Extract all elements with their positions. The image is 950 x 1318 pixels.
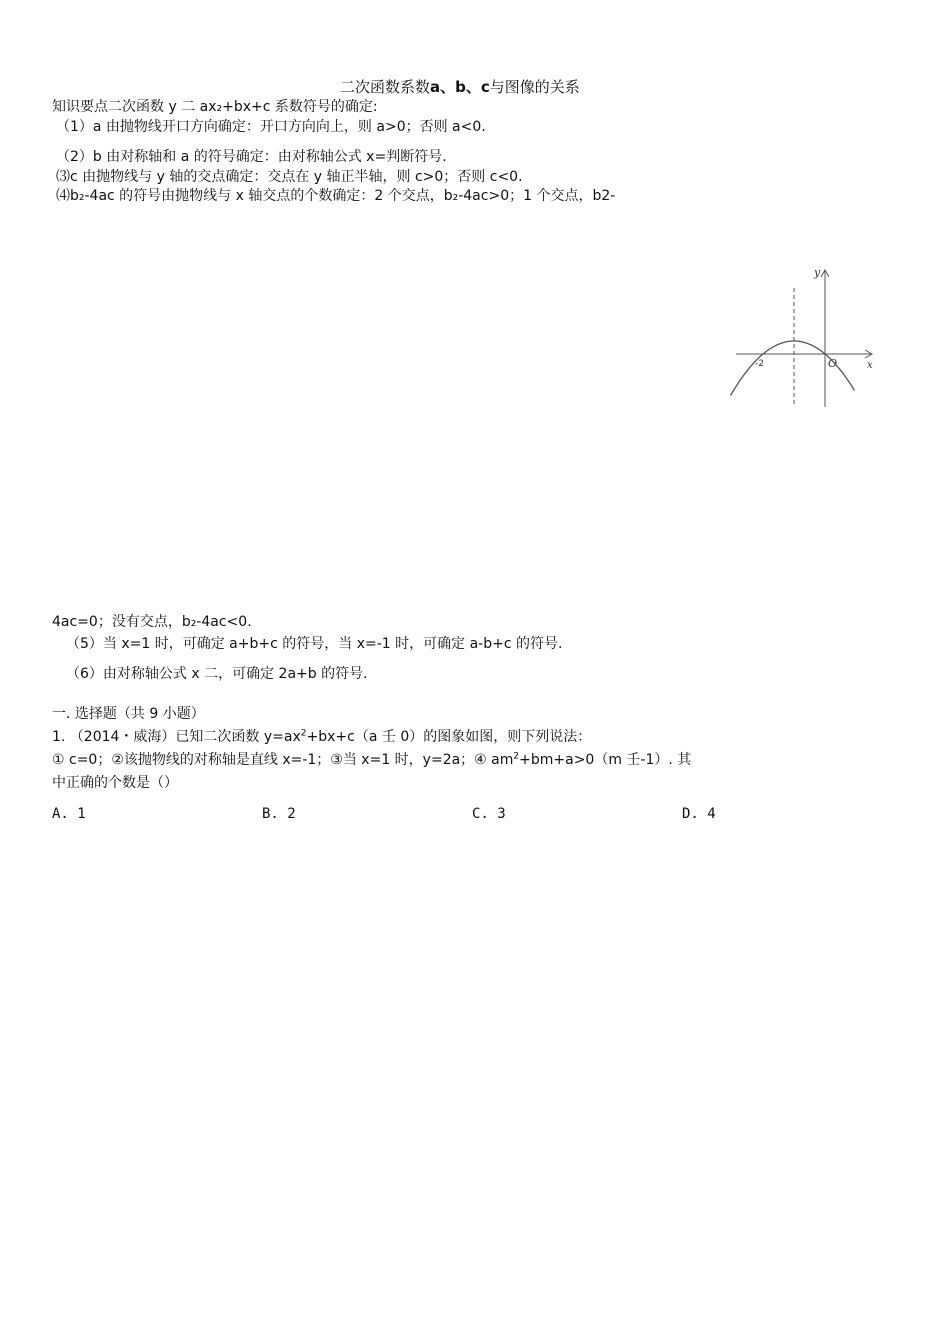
- knowledge-item-1: （1）a 由抛物线开口方向确定：开口方向向上，则 a>0；否则 a<0.: [56, 119, 486, 135]
- question-1-line-1: [52, 728, 591, 746]
- knowledge-item-6: （6）由对称轴公式 x 二，可确定 2a+b 的符号.: [66, 666, 368, 682]
- question-1-text-1a: 1. （2014・威海）已知二次函数 y=ax: [52, 729, 301, 745]
- origin-label: O: [828, 357, 838, 370]
- section-heading: 一. 选择题（共 9 小题）: [52, 706, 205, 722]
- knowledge-item-4: ⑷b₂-4ac 的符号由抛物线与 x 轴交点的个数确定：2 个交点，b₂-4ac>0；1 个交点，b2-: [56, 188, 616, 204]
- x-axis-label: x: [867, 360, 873, 371]
- question-1-sup-2: 2: [513, 751, 520, 762]
- knowledge-item-3: ⑶c 由抛物线与 y 轴的交点确定：交点在 y 轴正半轴，则 c>0；否则 c<0.: [56, 169, 523, 185]
- option-b[interactable]: B. 2: [262, 806, 296, 822]
- knowledge-item-5: （5）当 x=1 时，可确定 a+b+c 的符号，当 x=-1 时，可确定 a-b+c 的符号.: [66, 636, 563, 652]
- title-text-1: 二次函数系数: [340, 78, 431, 96]
- knowledge-intro: 知识要点二次函数 y 二 ax₂+bx+c 系数符号的确定:: [52, 99, 378, 115]
- parabola-graph: [730, 262, 878, 410]
- knowledge-item-2: （2）b 由对称轴和 a 的符号确定：由对称轴公式 x=判断符号.: [56, 149, 447, 165]
- question-1-text-2a: ① c=0；②该抛物线的对称轴是直线 x=-1；③当 x=1 时，y=2a；④ am: [52, 752, 514, 768]
- question-1-text-2b: +bm+a>0（m 壬-1）. 其: [519, 752, 692, 768]
- title-text-2: 与图像的关系: [489, 78, 580, 96]
- question-1-line-2: [52, 751, 691, 769]
- y-axis-label: y: [814, 266, 821, 279]
- title-text-bold: a、b、c: [430, 78, 490, 96]
- option-d[interactable]: D. 4: [682, 806, 716, 822]
- neg-two-label: -2: [755, 359, 764, 369]
- option-a[interactable]: A. 1: [52, 806, 86, 822]
- page-title: [340, 78, 580, 96]
- question-1-text-1b: +bx+c（a 壬 0）的图象如图，则下列说法：: [306, 729, 592, 745]
- question-1-line-3: 中正确的个数是（）: [52, 775, 178, 791]
- knowledge-item-4-continued: 4ac=0；没有交点，b₂-4ac<0.: [52, 614, 252, 630]
- option-c[interactable]: C. 3: [472, 806, 506, 822]
- question-1-sup-1: 2: [300, 728, 307, 739]
